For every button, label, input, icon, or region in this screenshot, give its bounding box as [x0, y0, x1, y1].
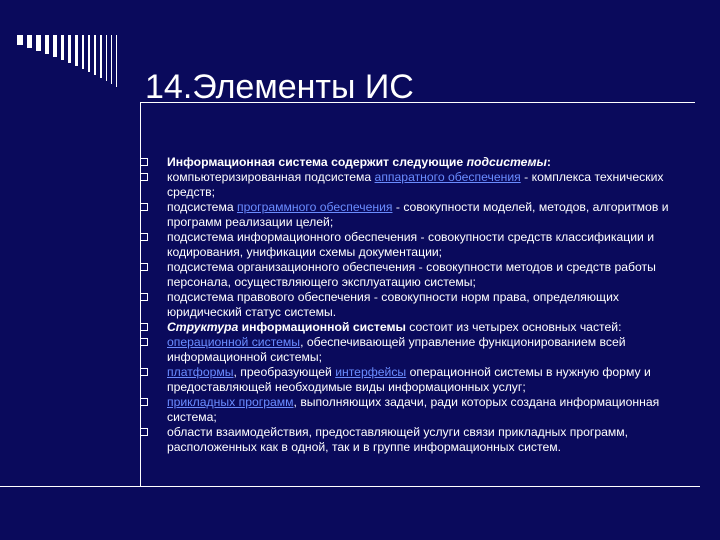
decorative-stripe: [45, 35, 49, 54]
list-item: [140, 155, 680, 170]
hyperlink[interactable]: программного обеспечения: [236, 200, 393, 214]
hyperlink[interactable]: интерфейсы: [335, 365, 407, 379]
hollow-square-icon: [140, 263, 148, 271]
decorative-stripe: [88, 35, 90, 72]
list-item-text: Структура: [167, 320, 239, 334]
list-item-text: - комплекса технических средств;: [167, 170, 664, 199]
list-item-text: состоит из четырех основных частей:: [405, 320, 622, 334]
decorative-stripe: [61, 35, 64, 60]
list-item: [140, 320, 680, 335]
bullet-list: [140, 155, 680, 455]
list-item-text: подсистема организационного обеспечения - совокупности методов и средств работы персонала, осуществляющего эксплуатацию системы;: [167, 260, 656, 289]
bottom-line: [0, 486, 700, 487]
list-item-text: операционной системы в нужную форму и предоставляющей необходимые виды информационных услуг;: [167, 365, 651, 394]
list-item-text: подсистема правового обеспечения - совокупности норм права, определяющих юридический статус системы.: [167, 290, 619, 319]
list-item-text: информационной системы: [238, 320, 406, 334]
decorative-stripe: [100, 35, 102, 78]
list-item: [140, 290, 680, 320]
hyperlink[interactable]: прикладных программ: [167, 395, 294, 409]
decorative-stripe: [82, 35, 84, 69]
decorative-stripe: [53, 35, 57, 57]
hollow-square-icon: [140, 368, 148, 376]
hollow-square-icon: [140, 323, 148, 331]
list-item: [140, 395, 680, 425]
hyperlink[interactable]: аппаратного обеспечения: [374, 170, 521, 184]
list-item-text: , выполняющих задачи, ради которых создана информационная система;: [167, 395, 660, 424]
list-item-text: подсистемы: [466, 155, 547, 169]
list-item-text: подсистема: [167, 200, 237, 214]
list-item-text: подсистема информационного обеспечения - совокупности средств классификации и кодирования, унификации схемы документации;: [167, 230, 655, 259]
hollow-square-icon: [140, 428, 148, 436]
list-item: [140, 170, 680, 200]
decorative-stripe: [75, 35, 78, 66]
decorative-stripe: [17, 35, 23, 45]
list-item: [140, 230, 680, 260]
hyperlink[interactable]: операционной системы: [167, 335, 301, 349]
list-item: [140, 425, 680, 455]
hollow-square-icon: [140, 203, 148, 211]
list-item-text: Информационная система содержит следующие: [167, 155, 467, 169]
list-item: [140, 200, 680, 230]
decorative-stripe: [27, 35, 32, 48]
list-item-text: компьютеризированная подсистема: [167, 170, 375, 184]
list-item: [140, 365, 680, 395]
hollow-square-icon: [140, 338, 148, 346]
decorative-stripe: [106, 35, 107, 81]
list-item: [140, 260, 680, 290]
list-item-text: , преобразующей: [233, 365, 336, 379]
decorative-stripe: [68, 35, 71, 63]
slide-title: 14.Элементы ИС: [145, 68, 414, 106]
hollow-square-icon: [140, 158, 148, 166]
decorative-stripe: [94, 35, 96, 75]
hyperlink[interactable]: платформы: [167, 365, 234, 379]
list-item-text: области взаимодействия, предоставляющей услуги связи прикладных программ, расположенных как в одной, так и в группе информационных систем.: [167, 425, 629, 454]
hollow-square-icon: [140, 398, 148, 406]
hollow-square-icon: [140, 233, 148, 241]
decorative-stripe: [116, 35, 117, 87]
hollow-square-icon: [140, 173, 148, 181]
list-item-text: , обеспечивающей управление функционированием всей информационной системы;: [167, 335, 626, 364]
decorative-stripe: [111, 35, 112, 84]
list-item-text: - совокупности моделей, методов, алгоритмов и программ реализации целей;: [167, 200, 669, 229]
list-item-text: :: [546, 155, 551, 169]
hollow-square-icon: [140, 293, 148, 301]
decorative-stripe: [36, 35, 41, 51]
list-item: [140, 335, 680, 365]
